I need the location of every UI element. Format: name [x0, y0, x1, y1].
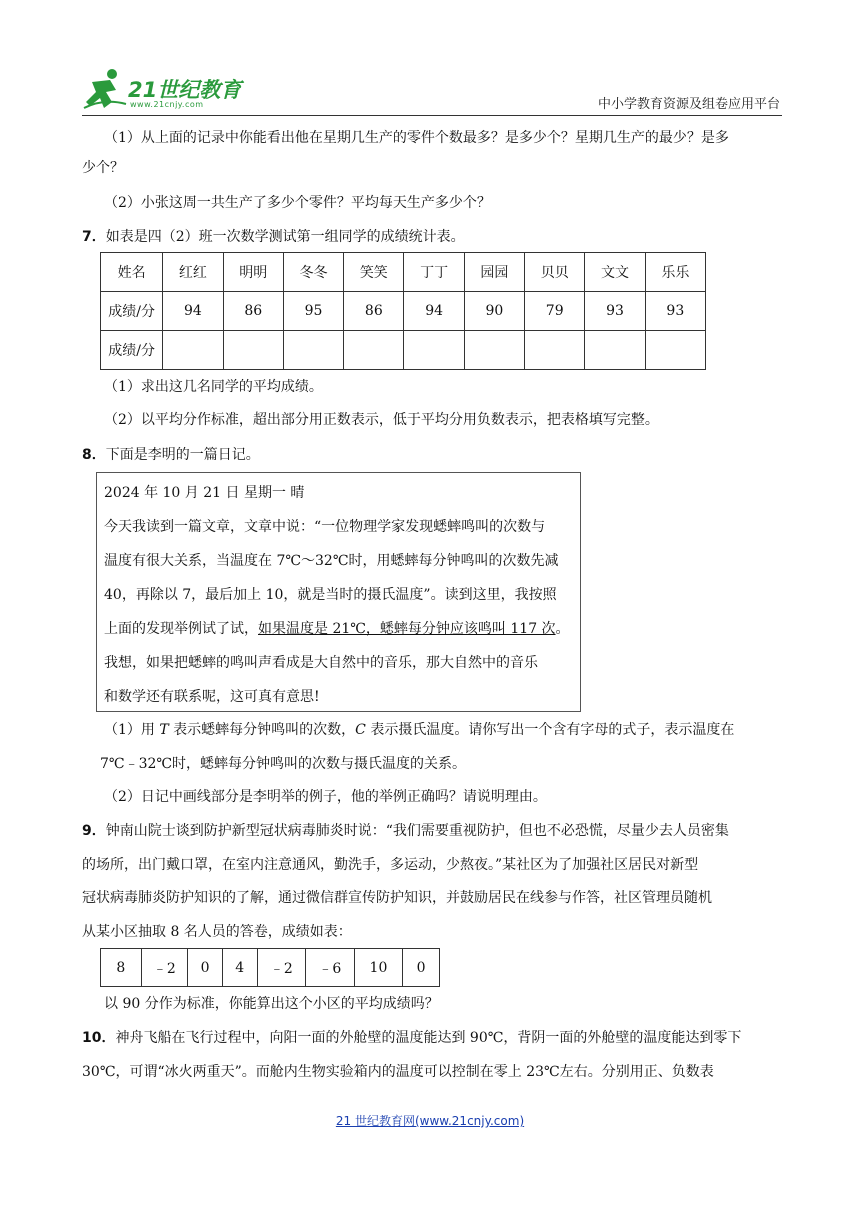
q8-text: 下面是李明的一篇日记。	[105, 447, 260, 463]
q9-text: 钟南山院士谈到防护新型冠状病毒肺炎时说：“我们需要重视防护，但也不必恐慌，尽量少去人员密集	[105, 823, 729, 839]
table-cell: 86	[223, 292, 283, 331]
diary-date: 2024 年 10 月 21 日 星期一 晴	[104, 485, 305, 501]
runner-logo-icon	[82, 68, 128, 112]
q9-line3: 冠状病毒肺炎防护知识的了解，通过微信群宣传防护知识，并鼓励居民在线参与作答，社区管理员随机	[82, 890, 712, 906]
q6-part1-line1: （1）从上面的记录中你能看出他在星期几生产的零件个数最多？是多少个？星期几生产的最少？是多	[104, 130, 729, 146]
q9-line4: 从某小区抽取 8 名人员的答卷，成绩如表：	[82, 924, 352, 940]
table-cell: 乐乐	[645, 253, 705, 292]
diary-underlined-example: 如果温度是 21℃，蟋蟀每分钟应该鸣叫 117 次	[258, 621, 556, 637]
q8-stem	[82, 445, 260, 465]
answer-cell[interactable]	[344, 331, 404, 370]
q9-question: 以 90 分作为标准，你能算出这个小区的平均成绩吗？	[104, 996, 439, 1012]
table-cell: 成绩/分	[101, 292, 163, 331]
q7-part2: （2）以平均分作标准，超出部分用正数表示，低于平均分用负数表示，把表格填写完整。	[104, 412, 659, 428]
table-cell: 86	[344, 292, 404, 331]
q8-text: 表示蟋蟀每分钟鸣叫的次数，	[168, 722, 356, 738]
q7-score-table	[100, 252, 706, 370]
q8-text: 表示摄氏温度。请你写出一个含有字母的式子，表示温度在	[365, 722, 735, 738]
footer-link[interactable]: 21 世纪教育网(www.21cnjy.com)	[335, 1114, 525, 1128]
diary-text: 上面的发现举例试了试，	[104, 621, 258, 637]
table-cell: 成绩/分	[101, 331, 163, 370]
table-cell: 0	[188, 949, 223, 987]
table-cell: 笑笑	[344, 253, 404, 292]
diary-line	[104, 618, 570, 638]
answer-cell[interactable]	[283, 331, 343, 370]
q8-part1-line1	[104, 720, 734, 740]
table-row	[101, 331, 706, 370]
q8-text: （1）用	[104, 722, 160, 738]
table-cell: 姓名	[101, 253, 163, 292]
q10-line2: 30℃，可谓“冰火两重天”。而舱内生物实验箱内的温度可以控制在零上 23℃左右。分别用正、负数表	[82, 1064, 714, 1080]
q8-number: 8．	[82, 447, 106, 463]
answer-cell[interactable]	[645, 331, 705, 370]
platform-title: 中小学教育资源及组卷应用平台	[597, 97, 780, 112]
table-cell: 93	[585, 292, 645, 331]
q7-part1: （1）求出这几名同学的平均成绩。	[104, 379, 323, 395]
table-cell: 10	[354, 949, 403, 987]
q9-score-table	[100, 948, 440, 987]
q8-part1-line2: 7℃﹣32℃时，蟋蟀每分钟鸣叫的次数与摄氏温度的关系。	[100, 756, 467, 772]
table-cell: ﹣6	[306, 949, 355, 987]
table-cell: 93	[645, 292, 705, 331]
answer-cell[interactable]	[585, 331, 645, 370]
variable-C: C	[355, 722, 366, 738]
diary-line: 40，再除以 7，最后加上 10，就是当时的摄氏温度”。读到这里，我按照	[104, 587, 557, 603]
table-cell: 79	[525, 292, 585, 331]
diary-box	[96, 472, 581, 712]
table-cell: 95	[283, 292, 343, 331]
q8-part2: （2）日记中画线部分是李明举的例子，他的举例正确吗？请说明理由。	[104, 789, 547, 805]
q9-line2: 的场所，出门戴口罩，在室内注意通风，勤洗手，多运动，少熬夜。”某社区为了加强社区居民对新型	[82, 857, 699, 873]
table-row	[101, 253, 706, 292]
q7-number: 7．	[82, 229, 106, 245]
table-cell: 贝贝	[525, 253, 585, 292]
q9-line1	[82, 821, 729, 841]
variable-T: T	[159, 722, 169, 738]
q6-part1-line2: 少个？	[82, 160, 124, 176]
answer-cell[interactable]	[464, 331, 524, 370]
logo-url: www.21cnjy.com	[130, 100, 204, 109]
diary-line: 温度有很大关系，当温度在 7℃～32℃时，用蟋蟀每分钟鸣叫的次数先减	[104, 553, 559, 569]
diary-text: 。	[555, 621, 570, 637]
answer-cell[interactable]	[223, 331, 283, 370]
logo-text: 21世纪教育	[128, 78, 242, 102]
diary-line: 我想，如果把蟋蟀的鸣叫声看成是大自然中的音乐，那大自然中的音乐	[104, 655, 538, 671]
table-cell: 明明	[223, 253, 283, 292]
page-header	[82, 66, 782, 116]
table-cell: 文文	[585, 253, 645, 292]
table-cell: 4	[222, 949, 257, 987]
table-cell: 冬冬	[283, 253, 343, 292]
table-row	[101, 949, 440, 987]
table-cell: 8	[101, 949, 142, 987]
q7-stem	[82, 227, 465, 247]
table-cell: 94	[163, 292, 223, 331]
answer-cell[interactable]	[404, 331, 464, 370]
table-cell: 90	[464, 292, 524, 331]
q10-text: 神舟飞船在飞行过程中，向阳一面的外舱壁的温度能达到 90℃，背阴一面的外舱壁的温度能达到零下	[115, 1030, 742, 1046]
q10-number: 10．	[82, 1030, 116, 1046]
table-cell: 94	[404, 292, 464, 331]
table-cell: ﹣2	[141, 949, 188, 987]
table-cell: 红红	[163, 253, 223, 292]
table-row	[101, 292, 706, 331]
table-cell: ﹣2	[257, 949, 306, 987]
table-cell: 0	[403, 949, 440, 987]
table-cell: 丁丁	[404, 253, 464, 292]
answer-cell[interactable]	[163, 331, 223, 370]
diary-line: 今天我读到一篇文章，文章中说：“一位物理学家发现蟋蟀鸣叫的次数与	[104, 519, 546, 535]
answer-cell[interactable]	[525, 331, 585, 370]
q6-part2: （2）小张这周一共生产了多少个零件？平均每天生产多少个？	[104, 195, 491, 211]
table-cell: 园园	[464, 253, 524, 292]
logo	[82, 66, 262, 116]
q7-text: 如表是四（2）班一次数学测试第一组同学的成绩统计表。	[105, 229, 465, 245]
q10-line1	[82, 1028, 741, 1048]
q9-number: 9．	[82, 823, 106, 839]
diary-line: 和数学还有联系呢，这可真有意思!	[104, 689, 320, 705]
header-divider	[82, 115, 782, 116]
